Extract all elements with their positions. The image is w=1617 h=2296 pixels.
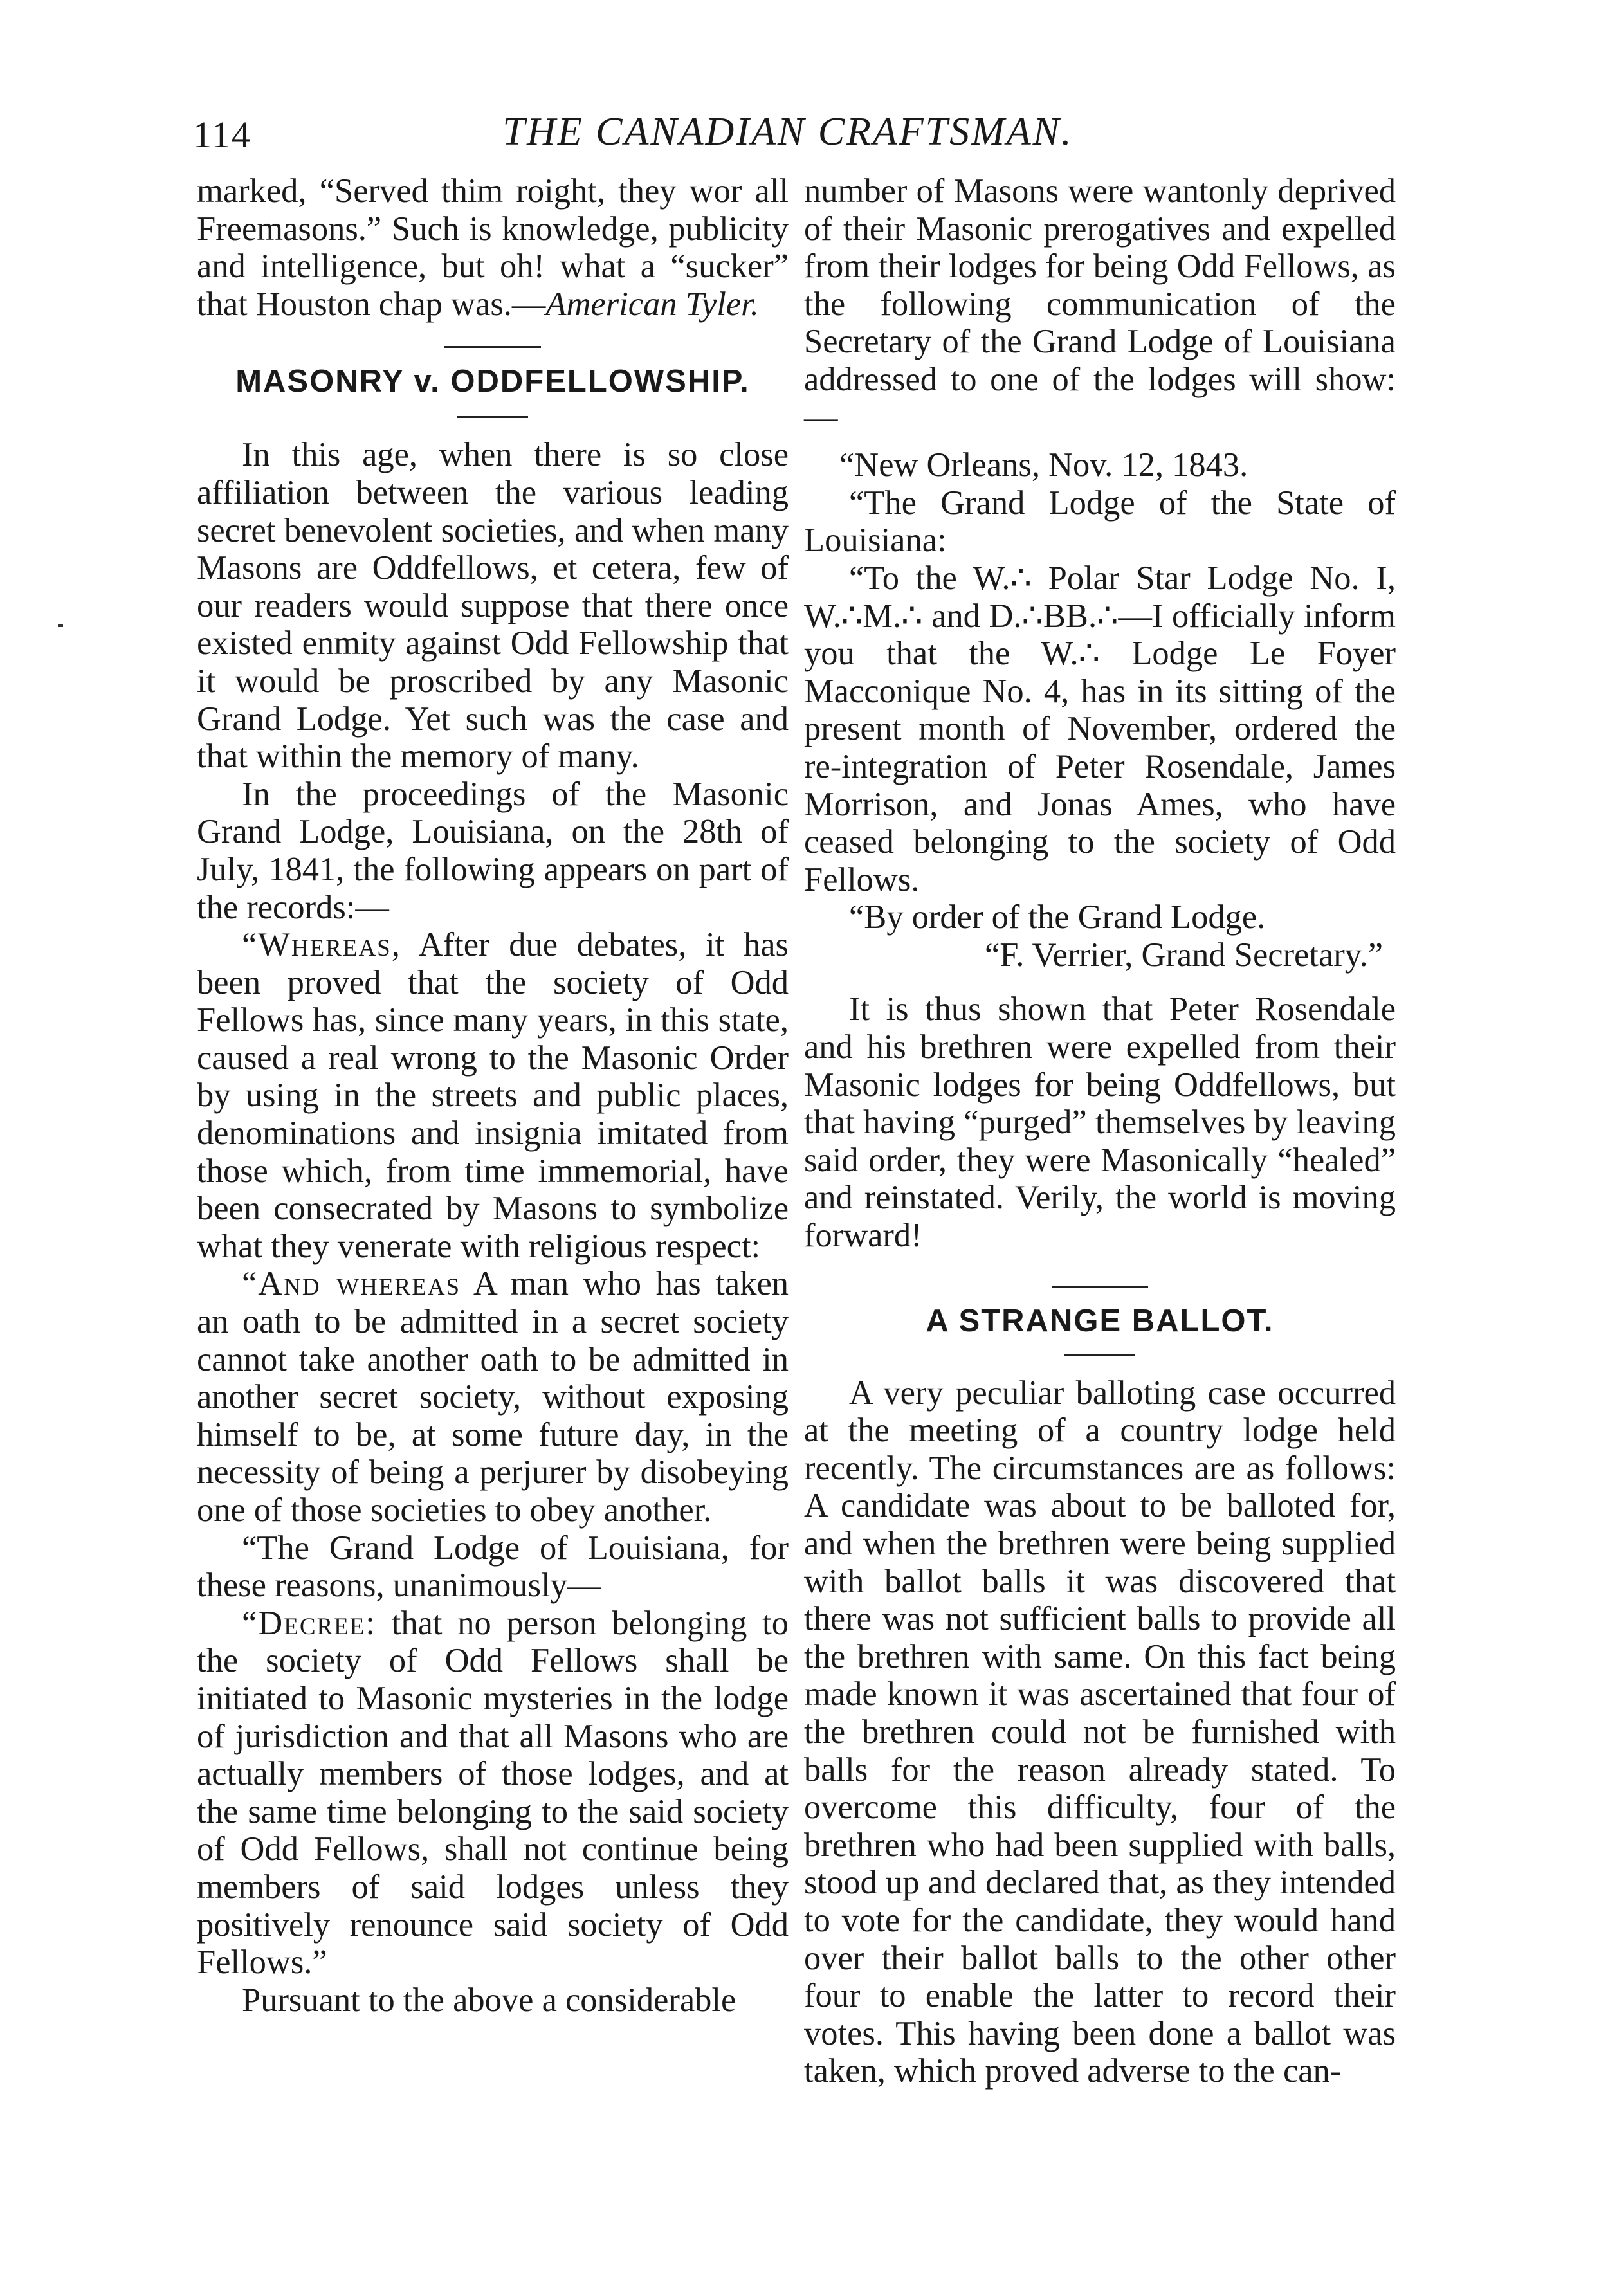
intro-paragraph	[197, 172, 789, 323]
letter-dateline: “New Orleans, Nov. 12, 1843.	[839, 446, 1248, 484]
right-column	[804, 172, 1396, 2090]
heading-strange-ballot: A STRANGE BALLOT.	[926, 1303, 1274, 1338]
quoted-resolution-decree	[197, 1605, 789, 1982]
article-paragraph: A very peculiar balloting case occurred at the meeting of a country lodge held recently. The circumstances are as follows: A candidate was about to be balloted for, and when the brethren were being supplied with ballot balls it was discovered that there was not sufficient balls to provide all the brethren with same. On this fact being made known it was ascertained that four of the brethren could not be furnished with balls for the reason already stated. To overcome this difficulty, four of the brethren who had been supplied with balls, stood up and declared that, as they intended to vote for the candidate, they would hand over their ballot balls to the other other four to enable the latter to record their votes. This having been done a ballot was taken, which proved adverse to the can-	[804, 1374, 1396, 2090]
article-paragraph: Pursuant to the above a considerable	[242, 1981, 736, 2019]
quote-text: that no person belonging to the society of Odd Fellows shall be initiated to Masonic mysteries in the lodge of jurisdiction and that all Masons who are actually members of those lodges, and at the same time belonging to the said society of Odd Fellows, shall not continue being members of said lodges unless they positively renounce said society of Odd Fellows.”	[197, 1604, 789, 1982]
page-header	[193, 109, 1383, 167]
letter-order: “By order of the Grand Lodge.	[849, 898, 1266, 936]
page-number: 114	[193, 114, 251, 156]
quote-lead: “Whereas,	[242, 926, 401, 964]
stray-ink-mark	[58, 624, 63, 627]
quoted-resolution-grand-lodge: “The Grand Lodge of Louisiana, for these reasons, unanimously—	[197, 1529, 789, 1605]
quote-text: After due debates, it has been proved that the society of Odd Fellows has, since many years, in this state, caused a real wrong to the Masonic Order by using in the streets and public places, denominations and insignia imitated from those which, from time immemorial, have been consecrated by Masons to symbolize what they venerate with religious respect:	[197, 926, 789, 1265]
letter-signature: “F. Verrier, Grand Secretary.”	[984, 936, 1383, 974]
article-paragraph: In the proceedings of the Masonic Grand Lodge, Louisiana, on the 28th of July, 1841, the following appears on part of the records:—	[197, 775, 789, 926]
article-paragraph: It is thus shown that Peter Rosendale and his brethren were expelled from their Masonic lodges for being Oddfellows, but that having “purged” themselves by leaving said order, they were Masonically “healed” and reinstated. Verily, the world is moving forward!	[804, 990, 1396, 1255]
quoted-resolution-whereas	[197, 926, 789, 1265]
intro-text: marked, “Served thim roight, they wor all Freemasons.” Such is knowledge, publicity and intelligence, but oh! what a “sucker” that Houston chap was.—	[197, 172, 789, 323]
quote-lead: “Decree:	[242, 1604, 376, 1642]
quote-text: A man who has taken an oath to be admitted in a secret society cannot take another oath to be admitted in another secret society, without exposing himself to be, at some future day, in the necessity of being a perjurer by disobeying one of those societies to obey another.	[197, 1265, 789, 1529]
intro-source: American Tyler.	[545, 285, 759, 323]
letter-salutation: “The Grand Lodge of the State of Louisiana:	[804, 484, 1396, 560]
running-title: THE CANADIAN CRAFTSMAN.	[502, 110, 1073, 154]
heading-masonry-oddfellowship: MASONRY v. ODDFELLOWSHIP.	[235, 364, 750, 399]
left-column	[197, 172, 789, 2019]
letter-body: “To the W.∴ Polar Star Lodge No. I, W.∴M.∴ and D.∴BB.∴—I officially inform you that the W.∴ Lodge Le Foyer Macconique No. 4, has in its sitting of the present month of November, ordered the re-integration of Peter Rosendale, James Morrison, and Jonas Ames, who have ceased belonging to the society of Odd Fellows.	[804, 559, 1396, 898]
article-paragraph: In this age, when there is so close affiliation between the various leading secret benevolent societies, and when many Masons are Oddfellows, et cetera, few of our readers would suppose that there once existed enmity against Odd Fellowship that it would be proscribed by any Masonic Grand Lodge. Yet such was the case and that within the memory of many.	[197, 436, 789, 776]
article-paragraph: number of Masons were wantonly deprived of their Masonic prerogatives and expelled from their lodges for being Odd Fellows, as the following communication of the Secretary of the Grand Lodge of Louisiana addressed to one of the lodges will show:—	[804, 172, 1396, 436]
quote-lead: “And whereas	[242, 1265, 461, 1303]
quoted-resolution-and-whereas	[197, 1265, 789, 1529]
